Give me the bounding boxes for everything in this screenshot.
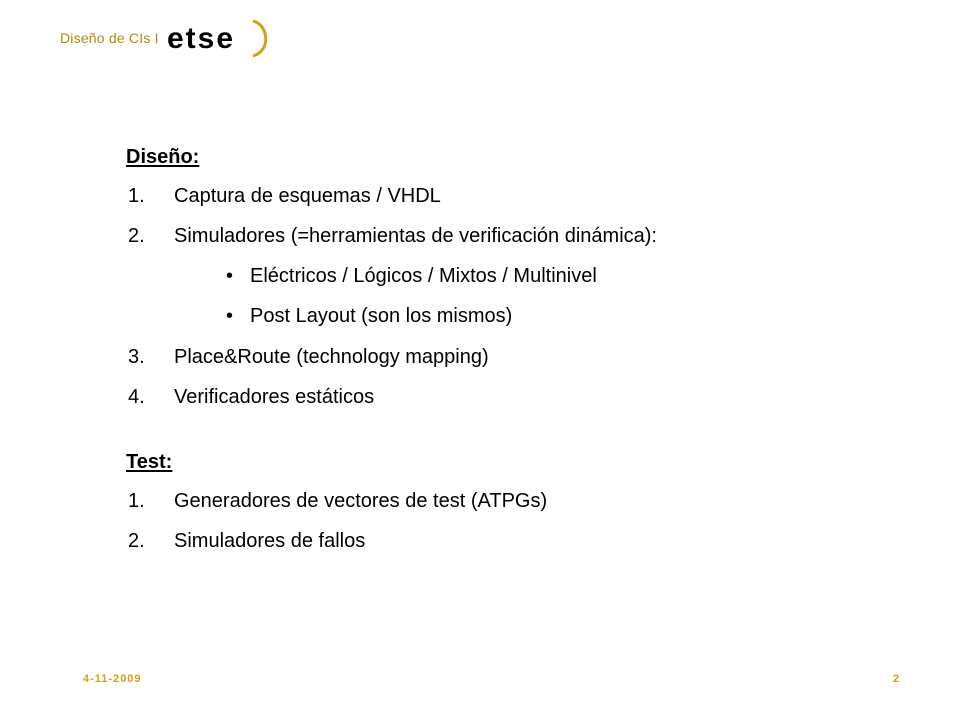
bullet-icon: • xyxy=(226,265,234,287)
list-item xyxy=(128,225,657,248)
item-text: Simuladores de fallos xyxy=(174,530,366,552)
item-number: 2. xyxy=(128,225,145,247)
sub-item-text: Post Layout (son los mismos) xyxy=(250,305,513,327)
section-heading-test: Test: xyxy=(126,451,173,473)
list-item xyxy=(128,490,547,513)
sub-item-text: Eléctricos / Lógicos / Mixtos / Multinivel xyxy=(250,265,597,287)
sub-list-item xyxy=(226,265,597,288)
page-number: 2 xyxy=(893,673,900,685)
item-text: Place&Route (technology mapping) xyxy=(174,346,489,368)
item-text: Captura de esquemas / VHDL xyxy=(174,185,441,207)
footer-date: 4-11-2009 xyxy=(83,673,142,685)
course-title: Diseño de CIs I xyxy=(60,30,159,46)
item-text: Verificadores estáticos xyxy=(174,386,375,408)
list-item xyxy=(128,185,441,208)
bullet-icon: • xyxy=(226,305,234,327)
item-text: Simuladores (=herramientas de verificación dinámica): xyxy=(174,225,657,247)
slide-header xyxy=(60,14,271,62)
list-item xyxy=(128,346,489,369)
item-number: 3. xyxy=(128,346,145,368)
item-number: 4. xyxy=(128,386,145,408)
logo-text: etse xyxy=(166,22,235,55)
sub-list-item xyxy=(226,305,512,328)
list-item xyxy=(128,530,365,553)
item-number: 2. xyxy=(128,530,145,552)
section-heading-design: Diseño: xyxy=(126,146,200,168)
item-number: 1. xyxy=(128,185,145,207)
etse-logo xyxy=(165,15,271,61)
item-number: 1. xyxy=(128,490,145,512)
item-text: Generadores de vectores de test (ATPGs) xyxy=(174,490,548,512)
list-item xyxy=(128,386,374,409)
